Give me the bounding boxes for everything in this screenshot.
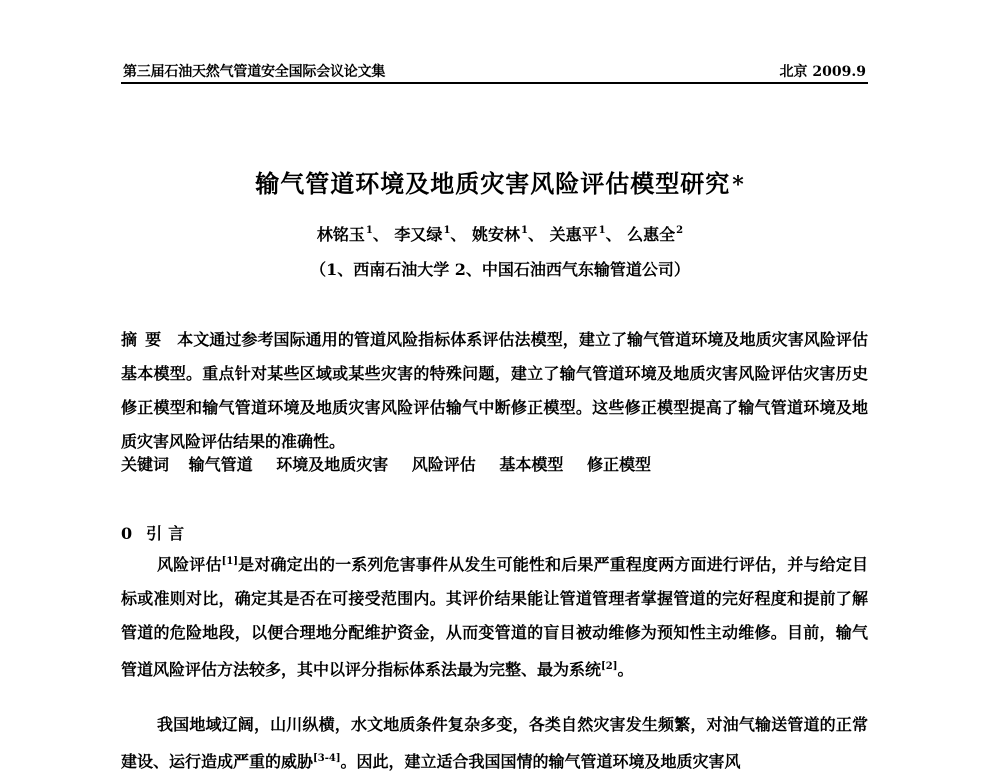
paragraph-text: 风险评估 bbox=[157, 555, 222, 574]
keywords bbox=[121, 452, 868, 478]
citation-ref[interactable]: [2] bbox=[601, 661, 618, 672]
author-affil-sup: 1 bbox=[598, 225, 606, 236]
author-affil-sup: 1 bbox=[521, 225, 528, 236]
author-name: 么惠全 bbox=[627, 225, 676, 244]
keywords-label: 关键词 bbox=[121, 455, 170, 474]
author-name: 李又绿 bbox=[394, 225, 443, 244]
keyword: 环境及地质灾害 bbox=[276, 455, 389, 474]
section-number: 0 bbox=[121, 524, 133, 543]
paragraph-text: 我国地域辽阔，山川纵横，水文地质条件复杂多变，各类自然灾害发生频繁，对油气输送管道的正常建设、运行造成严重的威胁 bbox=[121, 715, 868, 771]
funding-footnote-mark: * bbox=[732, 172, 745, 198]
body-paragraph bbox=[121, 545, 868, 687]
author-separator: 、 bbox=[450, 225, 467, 244]
affiliations: （1、西南石油大学 2、中国石油西气东输管道公司） bbox=[310, 260, 690, 279]
location-date: 北京 2009.9 bbox=[779, 64, 866, 80]
author-affil-sup: 1 bbox=[443, 225, 451, 236]
paragraph-text: 。因此，建立适合我国国情的输气管道环境及地质灾害风 bbox=[340, 752, 741, 771]
citation-ref[interactable]: [1] bbox=[221, 556, 239, 567]
keyword: 基本模型 bbox=[499, 455, 564, 474]
abstract-text: 本文通过参考国际通用的管道风险指标体系评估法模型，建立了输气管道环境及地质灾害风险评估基本模型。重点针对某些区域或某些灾害的特殊问题，建立了输气管道环境及地质灾害风险评估灾害历史修正模型和输气管道环境及地质灾害风险评估输气中断修正模型。这些修正模型提高了输气管道环境及地质灾害风险评估结果的准确性。 bbox=[121, 330, 868, 451]
section-title: 引言 bbox=[146, 524, 191, 543]
author-separator: 、 bbox=[527, 225, 544, 244]
abstract bbox=[121, 323, 868, 459]
author-affil-sup: 2 bbox=[676, 225, 684, 236]
section-heading bbox=[121, 521, 190, 544]
author-name: 姚安林 bbox=[472, 225, 521, 244]
body-paragraph bbox=[121, 708, 868, 779]
paragraph-text: 。 bbox=[617, 660, 634, 679]
paragraph-text: 是对确定出的一系列危害事件从发生可能性和后果严重程度两方面进行评估，并与给定目标或准则对比，确定其是否在可接受范围内。其评价结果能让管道管理者掌握管道的完好程度和提前了解管道的危险地段，以便合理地分配维护资金，从而变管道的盲目被动维修为预知性主动维修。目前，输气管道风险评估方法较多，其中以评分指标体系法最为完整、最为系统 bbox=[121, 555, 868, 679]
running-header bbox=[121, 60, 868, 84]
abstract-label: 摘要 bbox=[121, 330, 170, 349]
author-separator: 、 bbox=[372, 225, 389, 244]
proceedings-name: 第三届石油天然气管道安全国际会议论文集 bbox=[123, 64, 386, 80]
keyword: 风险评估 bbox=[411, 455, 476, 474]
paper-title bbox=[0, 164, 1000, 199]
author-affil-sup: 1 bbox=[365, 225, 373, 236]
author-name: 关惠平 bbox=[549, 225, 598, 244]
author-separator: 、 bbox=[605, 225, 622, 244]
keyword: 修正模型 bbox=[586, 455, 651, 474]
citation-ref[interactable]: [3-4] bbox=[313, 753, 341, 764]
author-list bbox=[0, 222, 1000, 245]
keyword: 输气管道 bbox=[188, 455, 253, 474]
author-name: 林铭玉 bbox=[316, 225, 365, 244]
paper-title-text: 输气管道环境及地质灾害风险评估模型研究 bbox=[255, 169, 731, 198]
